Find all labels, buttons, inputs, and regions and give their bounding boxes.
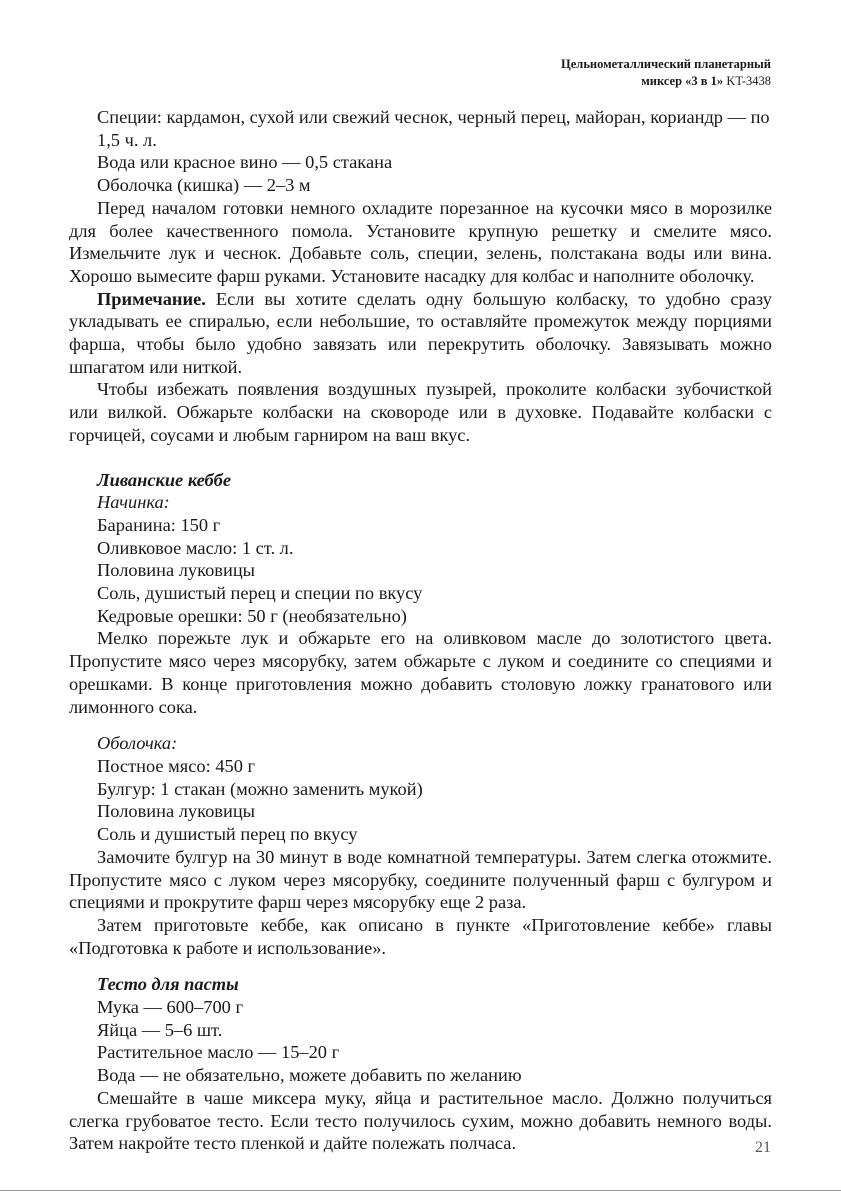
ingredient-water-wine: Вода или красное вино — 0,5 стакана [97,152,393,173]
ingredient-spices: Специи: кардамон, сухой или свежий чеснок, черный перец, майоран, кориандр — по 1,5 ч. л. [97,107,770,150]
header-line-1: Цельнометаллический планетарный [561,57,771,71]
sausage-method: Перед началом готовки немного охладите порезанное на кусочки мясо в морозилке для более качественного помола. Установите крупную решетку и смелите мясо. Измельчите лук и чеснок. Добавьте соль, специи, зелень, полстакана воды или вина. Хорошо вымесите фарш руками. Установите насадку для колбас и наполните оболочку. [69,197,772,286]
filling-item: Соль, душистый перец и специи по вкусу [97,583,423,604]
pasta-item: Вода — не обязательно, можете добавить по желанию [97,1065,522,1086]
kebbe-shell-label: Оболочка: [97,733,178,754]
pasta-item: Растительное масло — 15–20 г [97,1042,340,1063]
kebbe-shell-reference: Затем приготовьте кеббе, как описано в пункте «Приготовление кеббе» главы «Подготовка к работе и использование». [69,914,772,958]
filling-item: Оливковое масло: 1 ст. л. [97,537,294,558]
header-line-2 [561,73,771,90]
bottom-divider [0,1190,841,1191]
shell-item: Булгур: 1 стакан (можно заменить мукой) [97,778,423,799]
shell-item: Постное мясо: 450 г [97,755,256,776]
sausage-note [69,288,772,379]
pasta-item: Мука — 600–700 г [97,997,244,1018]
pasta-method: Смешайте в чаше миксера муку, яйца и растительное масло. Должно получиться слегка грубоватое тесто. Если тесто получилось сухим, можно добавить немного воды. Затем накройте тесто пленкой и дайте полежать полчаса. [69,1087,772,1154]
ingredient-casing: Оболочка (кишка) — 2–3 м [97,175,311,196]
filling-item: Кедровые орешки: 50 г (необязательно) [97,605,407,626]
filling-item: Баранина: 150 г [97,514,221,535]
filling-item: Половина луковицы [97,560,256,581]
page-content [69,106,772,1155]
recipe-title-kebbe: Ливанские кеббе [97,469,232,490]
header-model-code: KT-3438 [726,73,771,88]
note-label: Примечание. [97,288,206,309]
recipe-title-pasta: Тесто для пасты [97,974,239,995]
header-product-name: миксер «3 в 1» [641,73,724,88]
sausage-serving: Чтобы избежать появления воздушных пузырей, проколите колбаски зубочисткой или вилкой. Обжарьте колбаски на сковороде или в духовке. Подавайте колбаски с горчицей, соусами и любым гарниром на ваш вкус. [69,379,772,445]
note-text: Если вы хотите сделать одну большую колбаску, то удобно сразу укладывать ее спиралью, если небольшие, то оставляйте промежуток между порциями фарша, чтобы было удобно завязать или перекрутить оболочку. Завязывать можно шпагатом или ниткой. [69,288,772,377]
kebbe-shell-method: Замочите булгур на 30 минут в воде комнатной температуры. Затем слегка отожмите. Пропустите мясо с луком через мясорубку, соедините полученный фарш с булгуром и специями и прокрутите фарш через мясорубку еще 2 раза. [69,846,772,913]
kebbe-filling-method: Мелко порежьте лук и обжарьте его на оливковом масле до золотистого цвета. Пропустите мясо через мясорубку, затем обжарьте с луком и соедините со специями и орешками. В конце приготовления можно добавить столовую ложку гранатового или лимонного сока. [69,628,772,717]
pasta-item: Яйца — 5–6 шт. [97,1019,223,1040]
running-header [561,56,771,89]
shell-item: Соль и душистый перец по вкусу [97,824,358,845]
shell-item: Половина луковицы [97,801,256,822]
page-number: 21 [755,1139,771,1156]
kebbe-filling-label: Начинка: [97,492,170,513]
